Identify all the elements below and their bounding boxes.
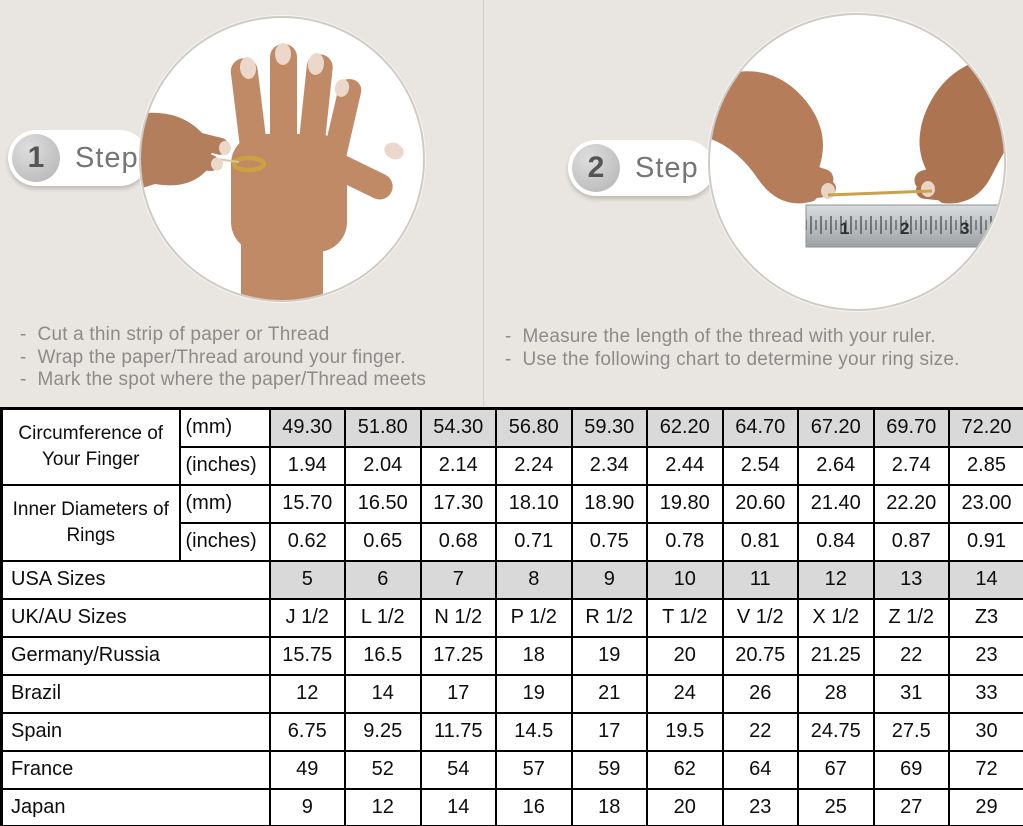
instruction-line bbox=[20, 347, 490, 370]
step2-badge bbox=[568, 140, 714, 196]
instruction-text: Wrap the paper/Thread around your finger. bbox=[37, 346, 406, 368]
ring-size-table bbox=[0, 407, 1023, 826]
size-value: 26 bbox=[723, 675, 799, 713]
size-value: 14 bbox=[421, 789, 497, 826]
size-value: 0.87 bbox=[874, 523, 950, 561]
size-value: 9.25 bbox=[345, 713, 421, 751]
table-row bbox=[2, 485, 1023, 523]
step1-badge bbox=[8, 130, 148, 186]
size-value: 49.30 bbox=[270, 409, 346, 447]
step2-photo bbox=[708, 13, 1006, 311]
size-value: 16.50 bbox=[345, 485, 421, 523]
bullet-dash: - bbox=[20, 369, 27, 390]
size-value: 0.62 bbox=[270, 523, 346, 561]
size-value: 15.70 bbox=[270, 485, 346, 523]
size-value: 20 bbox=[647, 637, 723, 675]
size-value: 11.75 bbox=[421, 713, 497, 751]
size-value: 52 bbox=[345, 751, 421, 789]
size-value: 72 bbox=[949, 751, 1023, 789]
size-value: 15.75 bbox=[270, 637, 346, 675]
size-value: 28 bbox=[798, 675, 874, 713]
table-row bbox=[2, 561, 1023, 599]
size-value: 59 bbox=[572, 751, 648, 789]
size-value: 18 bbox=[496, 637, 572, 675]
size-value: 0.78 bbox=[647, 523, 723, 561]
size-value: 0.84 bbox=[798, 523, 874, 561]
size-value: R 1/2 bbox=[572, 599, 648, 637]
size-value: 6.75 bbox=[270, 713, 346, 751]
svg-text:1: 1 bbox=[840, 219, 850, 238]
row-label: Brazil bbox=[2, 675, 270, 713]
size-value: 14 bbox=[949, 561, 1023, 599]
size-value: 16 bbox=[496, 789, 572, 826]
instruction-text: Mark the spot where the paper/Thread meets bbox=[37, 369, 427, 390]
size-value: 2.85 bbox=[949, 447, 1023, 485]
size-value: 22 bbox=[874, 637, 950, 675]
size-value: 30 bbox=[949, 713, 1023, 751]
size-value: 17 bbox=[572, 713, 648, 751]
step2-instructions bbox=[505, 326, 1020, 371]
step2-label: Step bbox=[635, 151, 699, 184]
row-label: Germany/Russia bbox=[2, 637, 270, 675]
size-value: 6 bbox=[345, 561, 421, 599]
size-value: 21.40 bbox=[798, 485, 874, 523]
size-value: 21 bbox=[572, 675, 648, 713]
size-value: 13 bbox=[874, 561, 950, 599]
instruction-text: Measure the length of the thread with your ruler. bbox=[522, 326, 936, 347]
size-value: 27 bbox=[874, 789, 950, 826]
row-label: France bbox=[2, 751, 270, 789]
size-value: 19 bbox=[572, 637, 648, 675]
size-value: V 1/2 bbox=[723, 599, 799, 637]
size-value: 69.70 bbox=[874, 409, 950, 447]
size-value: 7 bbox=[421, 561, 497, 599]
svg-text:3: 3 bbox=[960, 219, 970, 238]
size-value: 0.75 bbox=[572, 523, 648, 561]
measuring-thread-icon bbox=[710, 15, 1004, 309]
size-value: 20.60 bbox=[723, 485, 799, 523]
instruction-line bbox=[20, 324, 490, 347]
size-value: 2.04 bbox=[345, 447, 421, 485]
size-value: 67.20 bbox=[798, 409, 874, 447]
size-value: 22.20 bbox=[874, 485, 950, 523]
size-value: 20 bbox=[647, 789, 723, 826]
size-value: 23.00 bbox=[949, 485, 1023, 523]
size-value: 64.70 bbox=[723, 409, 799, 447]
size-value: 0.68 bbox=[421, 523, 497, 561]
size-value: 24.75 bbox=[798, 713, 874, 751]
size-value: 0.71 bbox=[496, 523, 572, 561]
size-value: 12 bbox=[798, 561, 874, 599]
size-value: 31 bbox=[874, 675, 950, 713]
row-label: Japan bbox=[2, 789, 270, 826]
ring-size-table-body bbox=[2, 409, 1023, 826]
table-row bbox=[2, 409, 1023, 447]
size-value: 9 bbox=[572, 561, 648, 599]
size-value: 23 bbox=[723, 789, 799, 826]
size-value: T 1/2 bbox=[647, 599, 723, 637]
size-value: 51.80 bbox=[345, 409, 421, 447]
size-value: 62.20 bbox=[647, 409, 723, 447]
size-value: 5 bbox=[270, 561, 346, 599]
step1-number-circle: 1 bbox=[12, 134, 60, 182]
table-row bbox=[2, 751, 1023, 789]
bullet-dash: - bbox=[20, 324, 27, 345]
size-value: 8 bbox=[496, 561, 572, 599]
size-value: 19.80 bbox=[647, 485, 723, 523]
size-value: 20.75 bbox=[723, 637, 799, 675]
size-value: 16.5 bbox=[345, 637, 421, 675]
size-value: 12 bbox=[345, 789, 421, 826]
size-value: 64 bbox=[723, 751, 799, 789]
hand-with-ring-icon bbox=[141, 18, 423, 300]
size-value: N 1/2 bbox=[421, 599, 497, 637]
size-value: 18.90 bbox=[572, 485, 648, 523]
size-value: 2.44 bbox=[647, 447, 723, 485]
unit-label: (inches) bbox=[180, 447, 270, 485]
size-value: 17 bbox=[421, 675, 497, 713]
size-value: J 1/2 bbox=[270, 599, 346, 637]
row-label: Inner Diameters of Rings bbox=[2, 485, 180, 561]
size-value: 17.30 bbox=[421, 485, 497, 523]
size-value: 29 bbox=[949, 789, 1023, 826]
size-value: L 1/2 bbox=[345, 599, 421, 637]
unit-label: (mm) bbox=[180, 485, 270, 523]
table-row bbox=[2, 675, 1023, 713]
size-value: 23 bbox=[949, 637, 1023, 675]
size-value: 2.74 bbox=[874, 447, 950, 485]
instruction-text: Cut a thin strip of paper or Thread bbox=[37, 324, 330, 345]
size-value: 21.25 bbox=[798, 637, 874, 675]
step2-number-circle: 2 bbox=[572, 144, 620, 192]
size-value: 54.30 bbox=[421, 409, 497, 447]
size-value: 17.25 bbox=[421, 637, 497, 675]
size-value: 69 bbox=[874, 751, 950, 789]
size-value: 11 bbox=[723, 561, 799, 599]
svg-text:2: 2 bbox=[900, 219, 910, 238]
size-value: P 1/2 bbox=[496, 599, 572, 637]
size-value: 62 bbox=[647, 751, 723, 789]
size-value: 10 bbox=[647, 561, 723, 599]
size-value: 54 bbox=[421, 751, 497, 789]
size-value: 56.80 bbox=[496, 409, 572, 447]
size-value: 0.91 bbox=[949, 523, 1023, 561]
step1-photo bbox=[139, 16, 425, 302]
instruction-line bbox=[505, 326, 1020, 349]
bullet-dash: - bbox=[505, 348, 512, 370]
step1-label: Step bbox=[75, 141, 139, 174]
bullet-dash: - bbox=[20, 346, 27, 368]
size-value: 22 bbox=[723, 713, 799, 751]
size-value: 19 bbox=[496, 675, 572, 713]
bullet-dash: - bbox=[505, 326, 512, 347]
size-value: 67 bbox=[798, 751, 874, 789]
size-value: 2.34 bbox=[572, 447, 648, 485]
row-label: USA Sizes bbox=[2, 561, 270, 599]
size-value: 59.30 bbox=[572, 409, 648, 447]
size-value: 0.81 bbox=[723, 523, 799, 561]
size-value: 24 bbox=[647, 675, 723, 713]
size-value: 14 bbox=[345, 675, 421, 713]
size-value: 2.54 bbox=[723, 447, 799, 485]
size-value: Z 1/2 bbox=[874, 599, 950, 637]
table-row bbox=[2, 713, 1023, 751]
instruction-text: Use the following chart to determine your ring size. bbox=[522, 348, 960, 370]
instruction-line bbox=[20, 369, 490, 392]
size-value: 2.24 bbox=[496, 447, 572, 485]
size-value: 27.5 bbox=[874, 713, 950, 751]
row-label: UK/AU Sizes bbox=[2, 599, 270, 637]
size-value: X 1/2 bbox=[798, 599, 874, 637]
size-value: 49 bbox=[270, 751, 346, 789]
size-value: 57 bbox=[496, 751, 572, 789]
size-value: 18.10 bbox=[496, 485, 572, 523]
table-row bbox=[2, 599, 1023, 637]
size-value: Z3 bbox=[949, 599, 1023, 637]
size-value: 33 bbox=[949, 675, 1023, 713]
unit-label: (mm) bbox=[180, 409, 270, 447]
size-value: 1.94 bbox=[270, 447, 346, 485]
size-value: 12 bbox=[270, 675, 346, 713]
instruction-line bbox=[505, 349, 1020, 372]
row-label: Spain bbox=[2, 713, 270, 751]
size-value: 9 bbox=[270, 789, 346, 826]
row-label: Circumference of Your Finger bbox=[2, 409, 180, 485]
size-value: 2.14 bbox=[421, 447, 497, 485]
size-value: 18 bbox=[572, 789, 648, 826]
step1-instructions bbox=[20, 324, 490, 392]
size-value: 19.5 bbox=[647, 713, 723, 751]
size-value: 0.65 bbox=[345, 523, 421, 561]
size-value: 2.64 bbox=[798, 447, 874, 485]
size-value: 72.20 bbox=[949, 409, 1023, 447]
table-row bbox=[2, 637, 1023, 675]
unit-label: (inches) bbox=[180, 523, 270, 561]
size-value: 25 bbox=[798, 789, 874, 826]
size-value: 14.5 bbox=[496, 713, 572, 751]
table-row bbox=[2, 789, 1023, 826]
